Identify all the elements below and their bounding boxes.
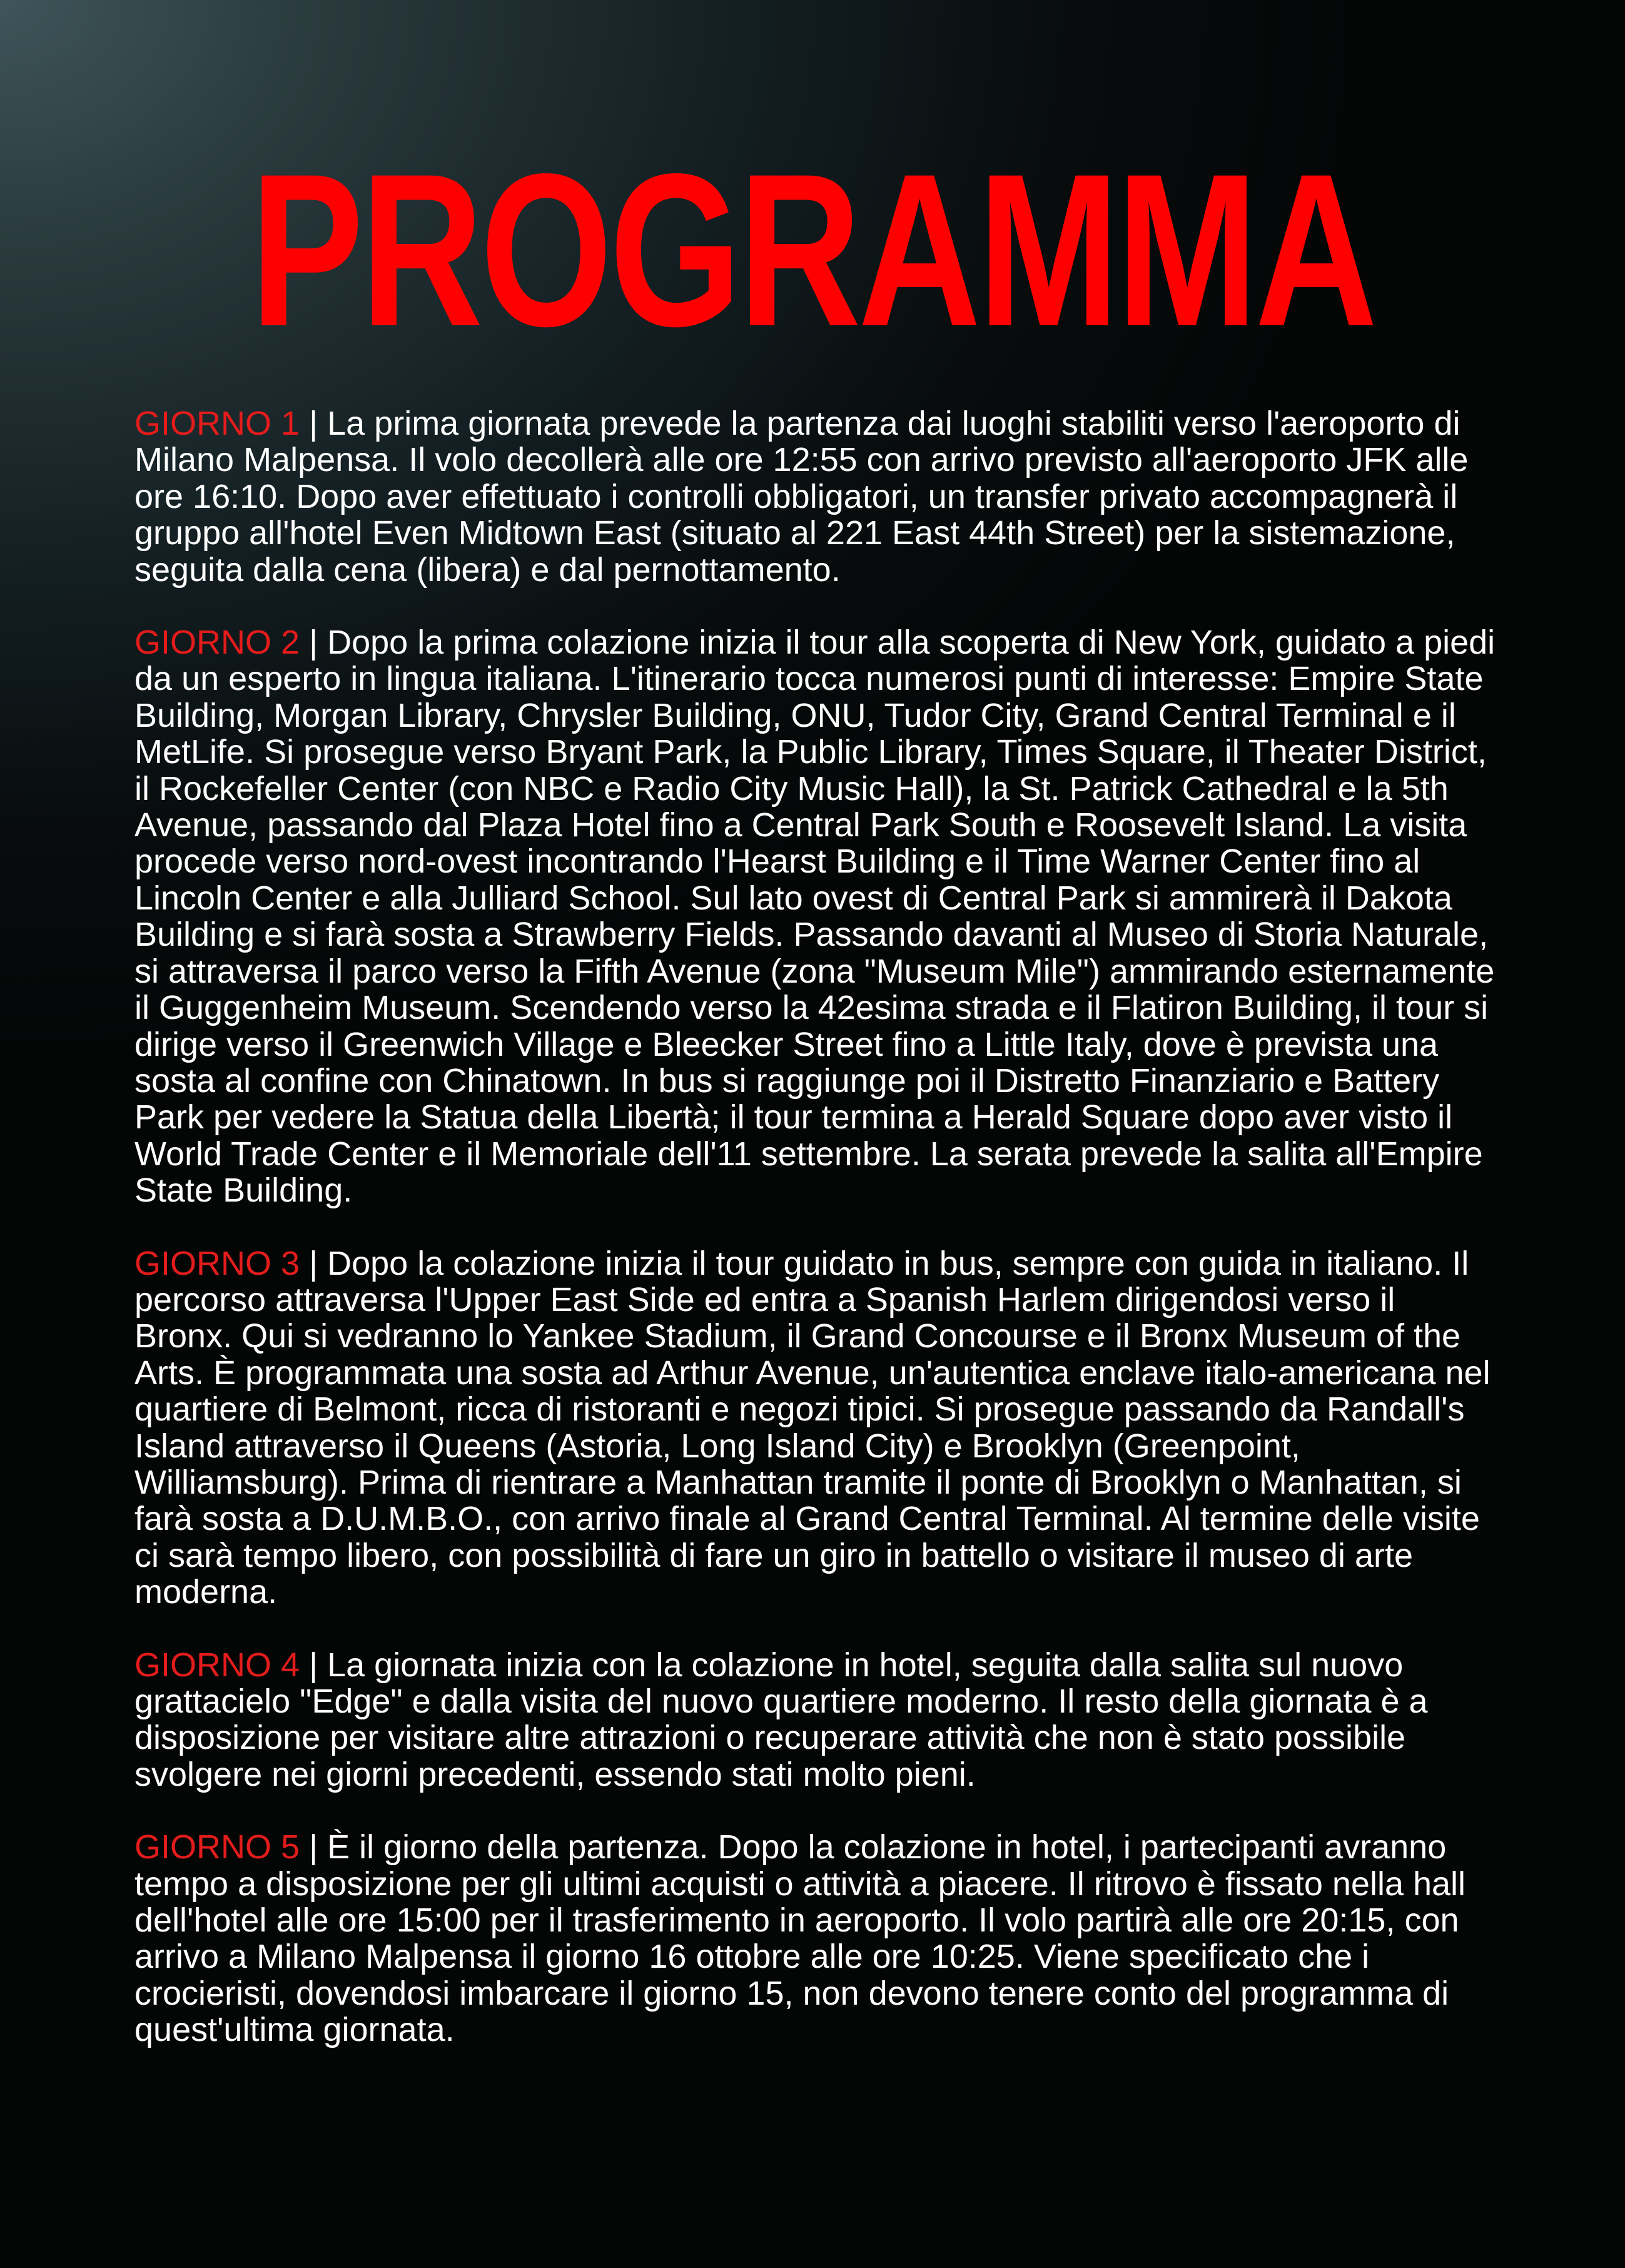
day-2-paragraph [134,624,1498,1209]
day-3-separator: | [309,1244,318,1282]
day-3-text: Dopo la colazione inizia il tour guidato in bus, sempre con guida in italiano. Il percorso attraversa l'Upper East Side ed entra a Spanish Harlem dirigendosi verso il Bronx. Qui si vedranno lo Yankee Stadium, il Grand Concourse e il Bronx Museum of the Arts. È programmata una sosta ad Arthur Avenue, un'autentica enclave italo-americana nel quartiere di Belmont, ricca di ristoranti e negozi tipici. Si prosegue passando da Randall's Island attraverso il Queens (Astoria, Long Island City) e Brooklyn (Greenpoint, Williamsburg). Prima di rientrare a Manhattan tramite il ponte di Brooklyn o Manhattan, si farà sosta a D.U.M.B.O., con arrivo finale al Grand Central Terminal. Al termine delle visite ci sarà tempo libero, con possibilità di fare un giro in battello o visitare il museo di arte moderna. [134,1244,1491,1611]
day-3-label: GIORNO 3 [134,1244,300,1282]
day-1-text: La prima giornata prevede la partenza dai luoghi stabiliti verso l'aeroporto di Milano Malpensa. Il volo decollerà alle ore 12:55 con arrivo previsto all'aeroporto JFK alle ore 16:10. Dopo aver effettuato i controlli obbligatori, un transfer privato accompagnerà il gruppo all'hotel Even Midtown East (situato al 221 East 44th Street) per la sistemazione, seguita dalla cena (libera) e dal pernottamento. [134,405,1469,589]
day-1-paragraph [134,405,1498,588]
day-4-label: GIORNO 4 [134,1646,300,1684]
day-3-paragraph [134,1245,1498,1611]
day-5-label: GIORNO 5 [134,1828,300,1866]
day-4-text: La giornata inizia con la colazione in hotel, seguita dalla salita sul nuovo grattacielo "Edge" e dalla visita del nuovo quartiere moderno. Il resto della giornata è a disposizione per visitare altre attrazioni o recuperare attività che non è stato possibile svolgere nei giorni precedenti, essendo stati molto pieni. [134,1646,1428,1793]
day-2-text: Dopo la prima colazione inizia il tour alla scoperta di New York, guidato a piedi da un esperto in lingua italiana. L'itinerario tocca numerosi punti di interesse: Empire State Building, Morgan Library, Chrysler Building, ONU, Tudor City, Grand Central Terminal e il MetLife. Si prosegue verso Bryant Park, la Public Library, Times Square, il Theater District, il Rockefeller Center (con NBC e Radio City Music Hall), la St. Patrick Cathedral e la 5th Avenue, passando dal Plaza Hotel fino a Central Park South e Roosevelt Island. La visita procede verso nord-ovest incontrando l'Hearst Building e il Time Warner Center fino al Lincoln Center e alla Julliard School. Sul lato ovest di Central Park si ammirerà il Dakota Building e si farà sosta a Strawberry Fields. Passando davanti al Museo di Storia Naturale, si attraversa il parco verso la Fifth Avenue (zona "Museum Mile") ammirando esternamente il Guggenheim Museum. Scendendo verso la 42esima strada e il Flatiron Building, il tour si dirige verso il Greenwich Village e Bleecker Street fino a Little Italy, dove è prevista una sosta al confine con Chinatown. In bus si raggiunge poi il Distretto Finanziario e Battery Park per vedere la Statua della Libertà; il tour termina a Herald Square dopo aver visto il World Trade Center e il Memoriale dell'11 settembre. La serata prevede la salita all'Empire State Building. [134,624,1496,1210]
day-1-separator: | [309,405,318,442]
day-5-separator: | [309,1828,318,1866]
day-1-label: GIORNO 1 [134,405,300,442]
day-5-paragraph [134,1829,1498,2048]
page-title: PROGRAMMA [250,128,1375,372]
day-4-separator: | [309,1646,318,1684]
day-5-text: È il giorno della partenza. Dopo la colazione in hotel, i partecipanti avranno tempo a disposizione per gli ultimi acquisti o attività a piacere. Il ritrovo è fissato nella hall dell'hotel alle ore 15:00 per il trasferimento in aeroporto. Il volo partirà alle ore 20:15, con arrivo a Milano Malpensa il giorno 16 ottobre alle ore 10:25. Viene specificato che i crocieristi, dovendosi imbarcare il giorno 15, non devono tenere conto del programma di quest'ultima giornata. [134,1828,1466,2049]
day-2-separator: | [309,624,318,662]
day-4-paragraph [134,1647,1498,1793]
itinerary [134,405,1498,2085]
day-2-label: GIORNO 2 [134,624,300,662]
